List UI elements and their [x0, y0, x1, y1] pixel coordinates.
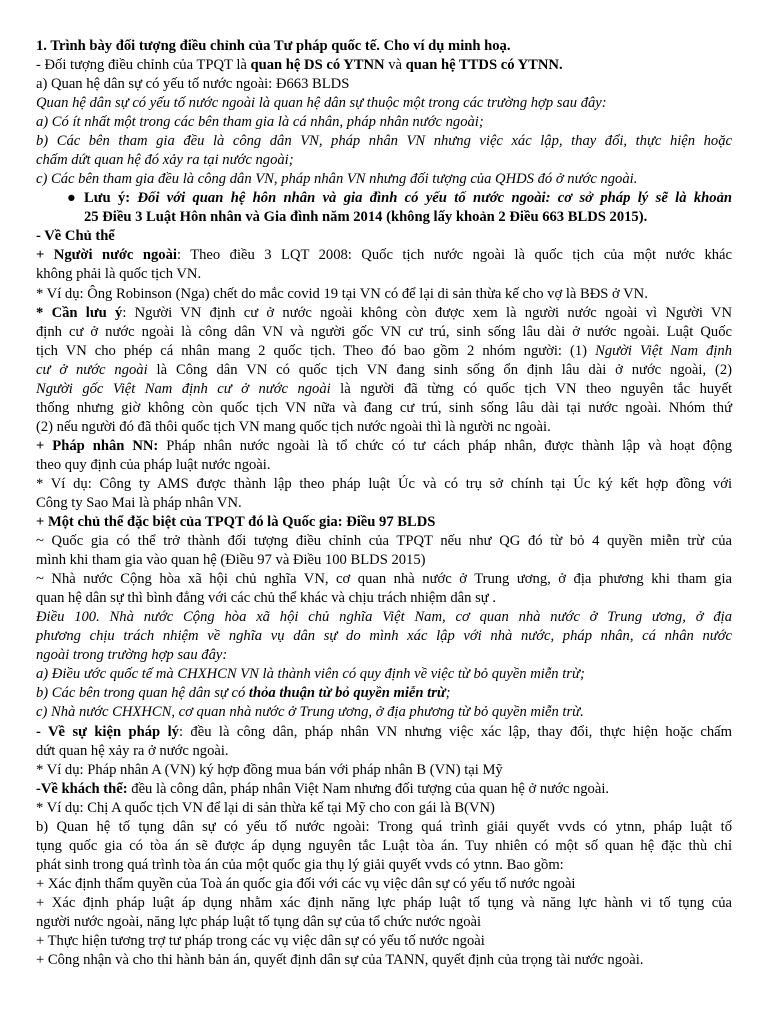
paragraph-line: chấm dứt quan hệ đó xảy ra tại nước ngoài; — [36, 152, 294, 168]
paragraph-line: thống nhưng giờ không còn quốc tịch VN nữa và đang cư trú, sinh sống lâu dài tại nước ngoài. Nhóm thứ — [36, 400, 732, 416]
bold-term: - Về sự kiện pháp lý — [36, 724, 179, 740]
list-item: + Xác định pháp luật áp dụng nhằm xác định năng lực pháp luật tố tụng và năng lực hành vi tố tụng của — [36, 895, 732, 911]
paragraph-line: a) Có ít nhất một trong các bên tham gia là cá nhân, pháp nhân nước ngoài; — [36, 114, 484, 130]
paragraph-line — [36, 246, 732, 264]
paragraph-line: Quan hệ dân sự có yếu tố nước ngoài là quan hệ dân sự thuộc một trong các trường hợp sau đây: — [36, 95, 607, 111]
bold-term: quan hệ DS có YTNN — [250, 57, 385, 73]
text-run: và — [384, 57, 406, 73]
italic-term: cư ở nước ngoài — [36, 362, 148, 378]
quote-line: a) Điều ước quốc tế mà CHXHCN VN là thành viên có quy định về việc từ bỏ quyền miễn trừ; — [36, 666, 585, 682]
bold-term: -Về khách thể: — [36, 781, 128, 797]
italic-term: Người Việt Nam định — [595, 343, 732, 359]
quote-line: ngoài trong trường hợp sau đây: — [36, 647, 228, 663]
quote-line — [36, 684, 732, 702]
example-line: * Ví dụ: Công ty AMS được thành lập theo pháp luật Úc và có trụ sở chính tại Úc ký kết hợp đồng với — [36, 476, 732, 492]
paragraph-line: (2) nếu người đó đã thôi quốc tịch VN mang quốc tịch nước ngoài thì là người nc ngoài. — [36, 419, 551, 435]
paragraph-line — [36, 437, 732, 455]
paragraph-line: c) Các bên tham gia đều là công dân VN, pháp nhân VN nhưng đối tượng của QHDS đó ở nước ngoài. — [36, 171, 638, 187]
question-heading: 1. Trình bày đối tượng điều chỉnh của Tư pháp quốc tế. Cho ví dụ minh hoạ. — [36, 38, 511, 54]
text-run: : Người VN định cư ở nước ngoài không còn được xem là người nước ngoài vì Người VN — [122, 305, 732, 321]
paragraph-line — [36, 56, 732, 74]
text-run: là người đã từng có quốc tịch VN theo nguyên tắc huyết — [330, 381, 733, 397]
paragraph-line — [36, 380, 732, 398]
text-run: là Công dân VN có quốc tịch VN đang sinh sống ổn định lâu dài ở nước ngoài, (2) — [147, 362, 733, 378]
text-run: đều là công dân, pháp nhân Việt Nam nhưng đối tượng của quan hệ ở nước ngoài. — [127, 781, 610, 797]
italic-term: Người gốc Việt Nam định cư ở nước ngoài — [36, 381, 331, 397]
paragraph-line: b) Các bên tham gia đều là công dân VN, pháp nhân VN nhưng việc xác lập, thay đổi, thực hiện hoặc — [36, 133, 732, 149]
list-item: + Công nhận và cho thi hành bản án, quyết định dân sự của TANN, quyết định của trọng tài nước ngoài. — [36, 952, 644, 968]
paragraph-line — [36, 723, 732, 741]
quote-line: Điều 100. Nhà nước Cộng hòa xã hội chủ nghĩa Việt Nam, cơ quan nhà nước ở Trung ương, ở địa — [36, 609, 732, 625]
example-line: * Ví dụ: Pháp nhân A (VN) ký hợp đồng mua bán với pháp nhân B (VN) tại Mỹ — [36, 762, 503, 778]
section-heading: a) Quan hệ dân sự có yếu tố nước ngoài: Đ663 BLDS — [36, 76, 350, 92]
paragraph-line — [36, 342, 732, 360]
bold-term: + Pháp nhân NN: — [36, 438, 159, 454]
subject-heading: - Về Chủ thể — [36, 228, 115, 244]
text-run: : Theo điều 3 LQT 2008: Quốc tịch nước ngoài là quốc tịch của một nước khác — [176, 247, 732, 263]
list-item: + Thực hiện tương trợ tư pháp trong các vụ việc dân sự có yếu tố nước ngoài — [36, 933, 485, 949]
paragraph-line: định cư ở nước ngoài là công dân VN và người gốc VN cư trú, sinh sống lâu dài ở nước ngoài. Luật Quốc — [36, 324, 732, 340]
bold-term: + Người nước ngoài — [36, 247, 177, 263]
paragraph-line: theo quy định của pháp luật nước ngoài. — [36, 457, 271, 473]
paragraph-line: mình khi tham gia vào quan hệ (Điều 97 và Điều 100 BLDS 2015) — [36, 552, 426, 568]
text-run: b) Các bên trong quan hệ dân sự có — [36, 685, 249, 701]
bold-term: thỏa thuận từ bỏ quyền miễn trừ — [248, 685, 446, 701]
paragraph-line: quan hệ dân sự thì bình đẳng với các chủ thể khác và chịu trách nhiệm dân sự . — [36, 590, 496, 606]
text-run: : đều là công dân, pháp nhân VN nhưng việc xác lập, thay đổi, thực hiện hoặc chấm — [178, 724, 733, 740]
paragraph-line — [36, 780, 732, 798]
list-item: người nước ngoài, năng lực pháp luật tố tụng dân sự của tổ chức nước ngoài — [36, 914, 482, 930]
paragraph-line: phát sinh trong quá trình tòa án của một quốc gia thụ lý giải quyết vvds có ytnn. Bao gồm: — [36, 857, 564, 873]
text-run: tịch VN cho phép cá nhân mang 2 quốc tịch. Theo đó bao gồm 2 nhóm người: (1) — [36, 343, 596, 359]
paragraph-line: tụng quốc gia có tòa án sẽ được áp dụng nguyên tắc Luật tòa án. Tuy nhiên có một số quan hệ đặc thù chỉ — [36, 838, 732, 854]
paragraph-line — [36, 304, 732, 322]
note-line — [84, 189, 732, 207]
paragraph-line: ~ Quốc gia có thể trở thành đối tượng điều chỉnh của TPQT nếu như QG đó từ bỏ 4 quyền miễn trừ của — [36, 533, 732, 549]
bullet-icon: ● — [67, 190, 76, 206]
paragraph-line: không phải là quốc tịch VN. — [36, 266, 202, 282]
paragraph-line — [36, 361, 732, 379]
paragraph-line: b) Quan hệ tố tụng dân sự có yếu tố nước ngoài: Trong quá trình giải quyết vvds có ytnn, pháp luật tố — [36, 819, 732, 835]
paragraph-line: dứt quan hệ xảy ra ở nước ngoài. — [36, 743, 229, 759]
paragraph-line: ~ Nhà nước Cộng hòa xã hội chủ nghĩa VN, cơ quan nhà nước ở Trung ương, ở địa phương khi tham gia — [36, 571, 732, 587]
note-label: Lưu ý: — [84, 190, 138, 206]
bold-term: quan hệ TTDS có YTNN. — [405, 57, 563, 73]
text-run: ; — [445, 685, 451, 701]
note-text: Đối với quan hệ hôn nhân và gia đình có yếu tố nước ngoài: cơ sở pháp lý sẽ là khoản — [137, 190, 733, 206]
subject-heading: + Một chủ thể đặc biệt của TPQT đó là Quốc gia: Điều 97 BLDS — [36, 514, 436, 530]
list-item: + Xác định thẩm quyền của Toà án quốc gia đối với các vụ việc dân sự có yếu tố nước ngoài — [36, 876, 576, 892]
example-line: * Ví dụ: Ông Robinson (Nga) chết do mắc covid 19 tại VN có để lại di sản thừa kế cho vợ là BĐS ở VN. — [36, 286, 648, 302]
paragraph-line: Công ty Sao Mai là pháp nhân VN. — [36, 495, 242, 511]
text-run: Pháp nhân nước ngoài là tổ chức có tư cách pháp nhân, được thành lập và hoạt động — [158, 438, 732, 454]
quote-line: phương chịu trách nhiệm về nghĩa vụ dân sự do mình xác lập với nhà nước, pháp nhân, cá nhân nước — [36, 628, 732, 644]
example-line: * Ví dụ: Chị A quốc tịch VN để lại di sản thừa kế tại Mỹ cho con gái là B(VN) — [36, 800, 495, 816]
note-line: 25 Điều 3 Luật Hôn nhân và Gia đình năm 2014 (không lấy khoản 2 Điều 663 BLDS 2015). — [84, 209, 648, 225]
bold-term: * Cần lưu ý — [36, 305, 123, 321]
text-run: - Đối tượng điều chỉnh của TPQT là — [36, 57, 251, 73]
quote-line: c) Nhà nước CHXHCN, cơ quan nhà nước ở Trung ương, ở địa phương từ bỏ quyền miễn trừ. — [36, 704, 584, 720]
